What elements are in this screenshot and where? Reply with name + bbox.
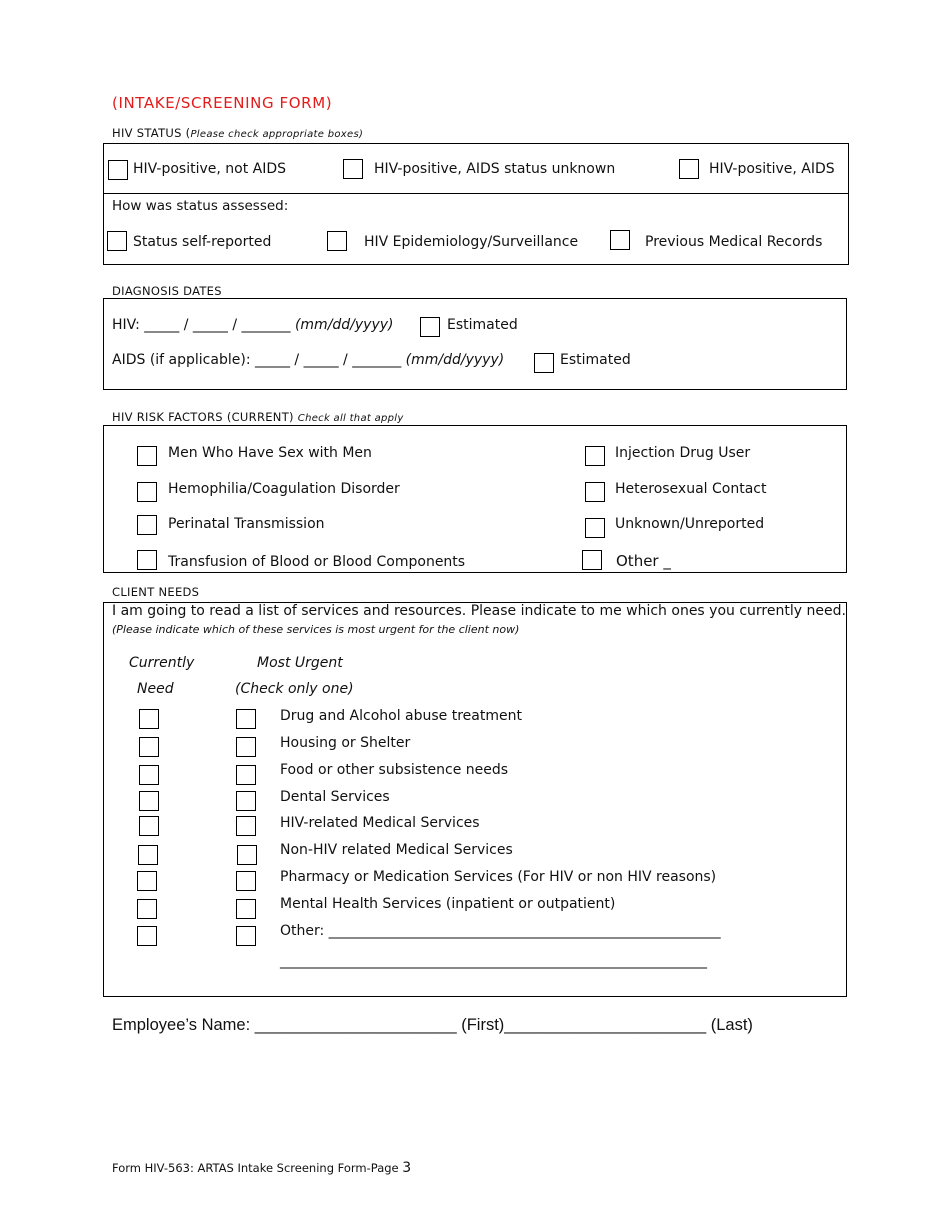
assess-option-1: Status self-reported: [133, 234, 272, 250]
service-label-4: Dental Services: [280, 789, 390, 805]
hiv-status-heading-text: HIV STATUS (: [112, 126, 191, 140]
risk-checkbox-heterosexual[interactable]: [585, 482, 605, 502]
urgent-checkbox-1[interactable]: [236, 709, 256, 729]
aids-estimated-label: Estimated: [560, 352, 631, 368]
risk-label-msm: Men Who Have Sex with Men: [168, 445, 372, 461]
hiv-status-note: Please check appropriate boxes): [190, 129, 364, 140]
urgent-checkbox-3[interactable]: [236, 765, 256, 785]
assess-option-3: Previous Medical Records: [645, 234, 823, 250]
risk-label-heterosexual: Heterosexual Contact: [615, 481, 767, 497]
hiv-status-option-2: HIV-positive, AIDS status unknown: [374, 161, 616, 177]
risk-checkbox-unknown[interactable]: [585, 518, 605, 538]
urgent-checkbox-4[interactable]: [236, 791, 256, 811]
risk-label-unknown: Unknown/Unreported: [615, 516, 765, 532]
assess-checkbox-1[interactable]: [107, 231, 127, 251]
aids-estimated-checkbox[interactable]: [534, 353, 554, 373]
risk-label-other: Other _: [616, 552, 671, 570]
hiv-date-row: [112, 317, 394, 333]
need-checkbox-6[interactable]: [138, 845, 158, 865]
need-checkbox-5[interactable]: [139, 816, 159, 836]
hiv-date-label: HIV: _____ / _____ / _______: [112, 317, 291, 333]
service-label-6: Non-HIV related Medical Services: [280, 842, 513, 858]
client-needs-intro: I am going to read a list of services and resources. Please indicate to me which ones you currently need.: [112, 603, 846, 619]
service-label-2: Housing or Shelter: [280, 735, 411, 751]
service-label-other: Other: ________________________________________________________: [280, 923, 721, 939]
client-needs-intro-note: (Please indicate which of these services is most urgent for the client now): [112, 623, 520, 636]
risk-checkbox-perinatal[interactable]: [137, 515, 157, 535]
hiv-estimated-checkbox[interactable]: [420, 317, 440, 337]
urgent-checkbox-6[interactable]: [237, 845, 257, 865]
need-checkbox-2[interactable]: [139, 737, 159, 757]
aids-date-format: (mm/dd/yyyy): [405, 352, 505, 368]
hiv-status-option-1: HIV-positive, not AIDS: [133, 161, 287, 177]
diagnosis-dates-heading: DIAGNOSIS DATES: [112, 284, 222, 298]
service-label-5: HIV-related Medical Services: [280, 815, 480, 831]
col-currently-label: Currently: [129, 655, 195, 671]
hiv-date-format: (mm/dd/yyyy): [294, 317, 394, 333]
need-checkbox-1[interactable]: [139, 709, 159, 729]
urgent-checkbox-8[interactable]: [236, 899, 256, 919]
urgent-checkbox-7[interactable]: [236, 871, 256, 891]
hiv-status-option-3: HIV-positive, AIDS: [709, 161, 835, 177]
risk-label-hemophilia: Hemophilia/Coagulation Disorder: [168, 481, 400, 497]
aids-date-row: [112, 352, 504, 368]
urgent-checkbox-5[interactable]: [236, 816, 256, 836]
assess-checkbox-2[interactable]: [327, 231, 347, 251]
risk-label-idu: Injection Drug User: [615, 445, 751, 461]
need-checkbox-3[interactable]: [139, 765, 159, 785]
form-title: (INTAKE/SCREENING FORM): [112, 94, 333, 112]
hiv-status-checkbox-3[interactable]: [679, 159, 699, 179]
service-label-8: Mental Health Services (inpatient or outpatient): [280, 896, 616, 912]
aids-date-label: AIDS (if applicable): _____ / _____ / _______: [112, 352, 402, 368]
status-assessed-label: How was status assessed:: [112, 198, 289, 214]
col-need-label: Need: [137, 681, 174, 697]
risk-checkbox-msm[interactable]: [137, 446, 157, 466]
risk-checkbox-other[interactable]: [582, 550, 602, 570]
hiv-status-checkbox-1[interactable]: [108, 160, 128, 180]
hiv-status-heading: [112, 126, 363, 140]
hiv-estimated-label: Estimated: [447, 317, 518, 333]
service-other-line-2: _____________________________________________________________: [280, 953, 707, 969]
need-checkbox-4[interactable]: [139, 791, 159, 811]
risk-label-perinatal: Perinatal Transmission: [168, 516, 325, 532]
risk-factors-heading-text: HIV RISK FACTORS (CURRENT): [112, 410, 294, 424]
risk-factors-heading: [112, 410, 404, 424]
service-label-3: Food or other subsistence needs: [280, 762, 509, 778]
col-most-urgent-label: Most Urgent: [257, 655, 343, 671]
risk-checkbox-hemophilia[interactable]: [137, 482, 157, 502]
risk-checkbox-idu[interactable]: [585, 446, 605, 466]
risk-factors-note: Check all that apply: [297, 413, 404, 424]
urgent-checkbox-9[interactable]: [236, 926, 256, 946]
risk-label-transfusion: Transfusion of Blood or Blood Components: [168, 554, 466, 570]
service-label-1: Drug and Alcohol abuse treatment: [280, 708, 522, 724]
footer: [112, 1160, 411, 1176]
risk-checkbox-transfusion[interactable]: [137, 550, 157, 570]
hiv-status-checkbox-2[interactable]: [343, 159, 363, 179]
need-checkbox-7[interactable]: [137, 871, 157, 891]
assess-checkbox-3[interactable]: [610, 230, 630, 250]
need-checkbox-8[interactable]: [137, 899, 157, 919]
urgent-checkbox-2[interactable]: [236, 737, 256, 757]
col-check-only-one-label: (Check only one): [235, 681, 354, 697]
footer-page-number: 3: [402, 1160, 412, 1176]
service-label-7: Pharmacy or Medication Services (For HIV or non HIV reasons): [280, 869, 717, 885]
client-needs-heading: CLIENT NEEDS: [112, 585, 200, 599]
assess-option-2: HIV Epidemiology/Surveillance: [364, 234, 579, 250]
diagnosis-dates-box: [103, 298, 847, 390]
employee-name-field[interactable]: Employee’s Name: ______________________ (First)______________________ (Last): [112, 1016, 753, 1034]
footer-text: Form HIV-563: ARTAS Intake Screening Form-Page: [112, 1161, 403, 1175]
need-checkbox-9[interactable]: [137, 926, 157, 946]
